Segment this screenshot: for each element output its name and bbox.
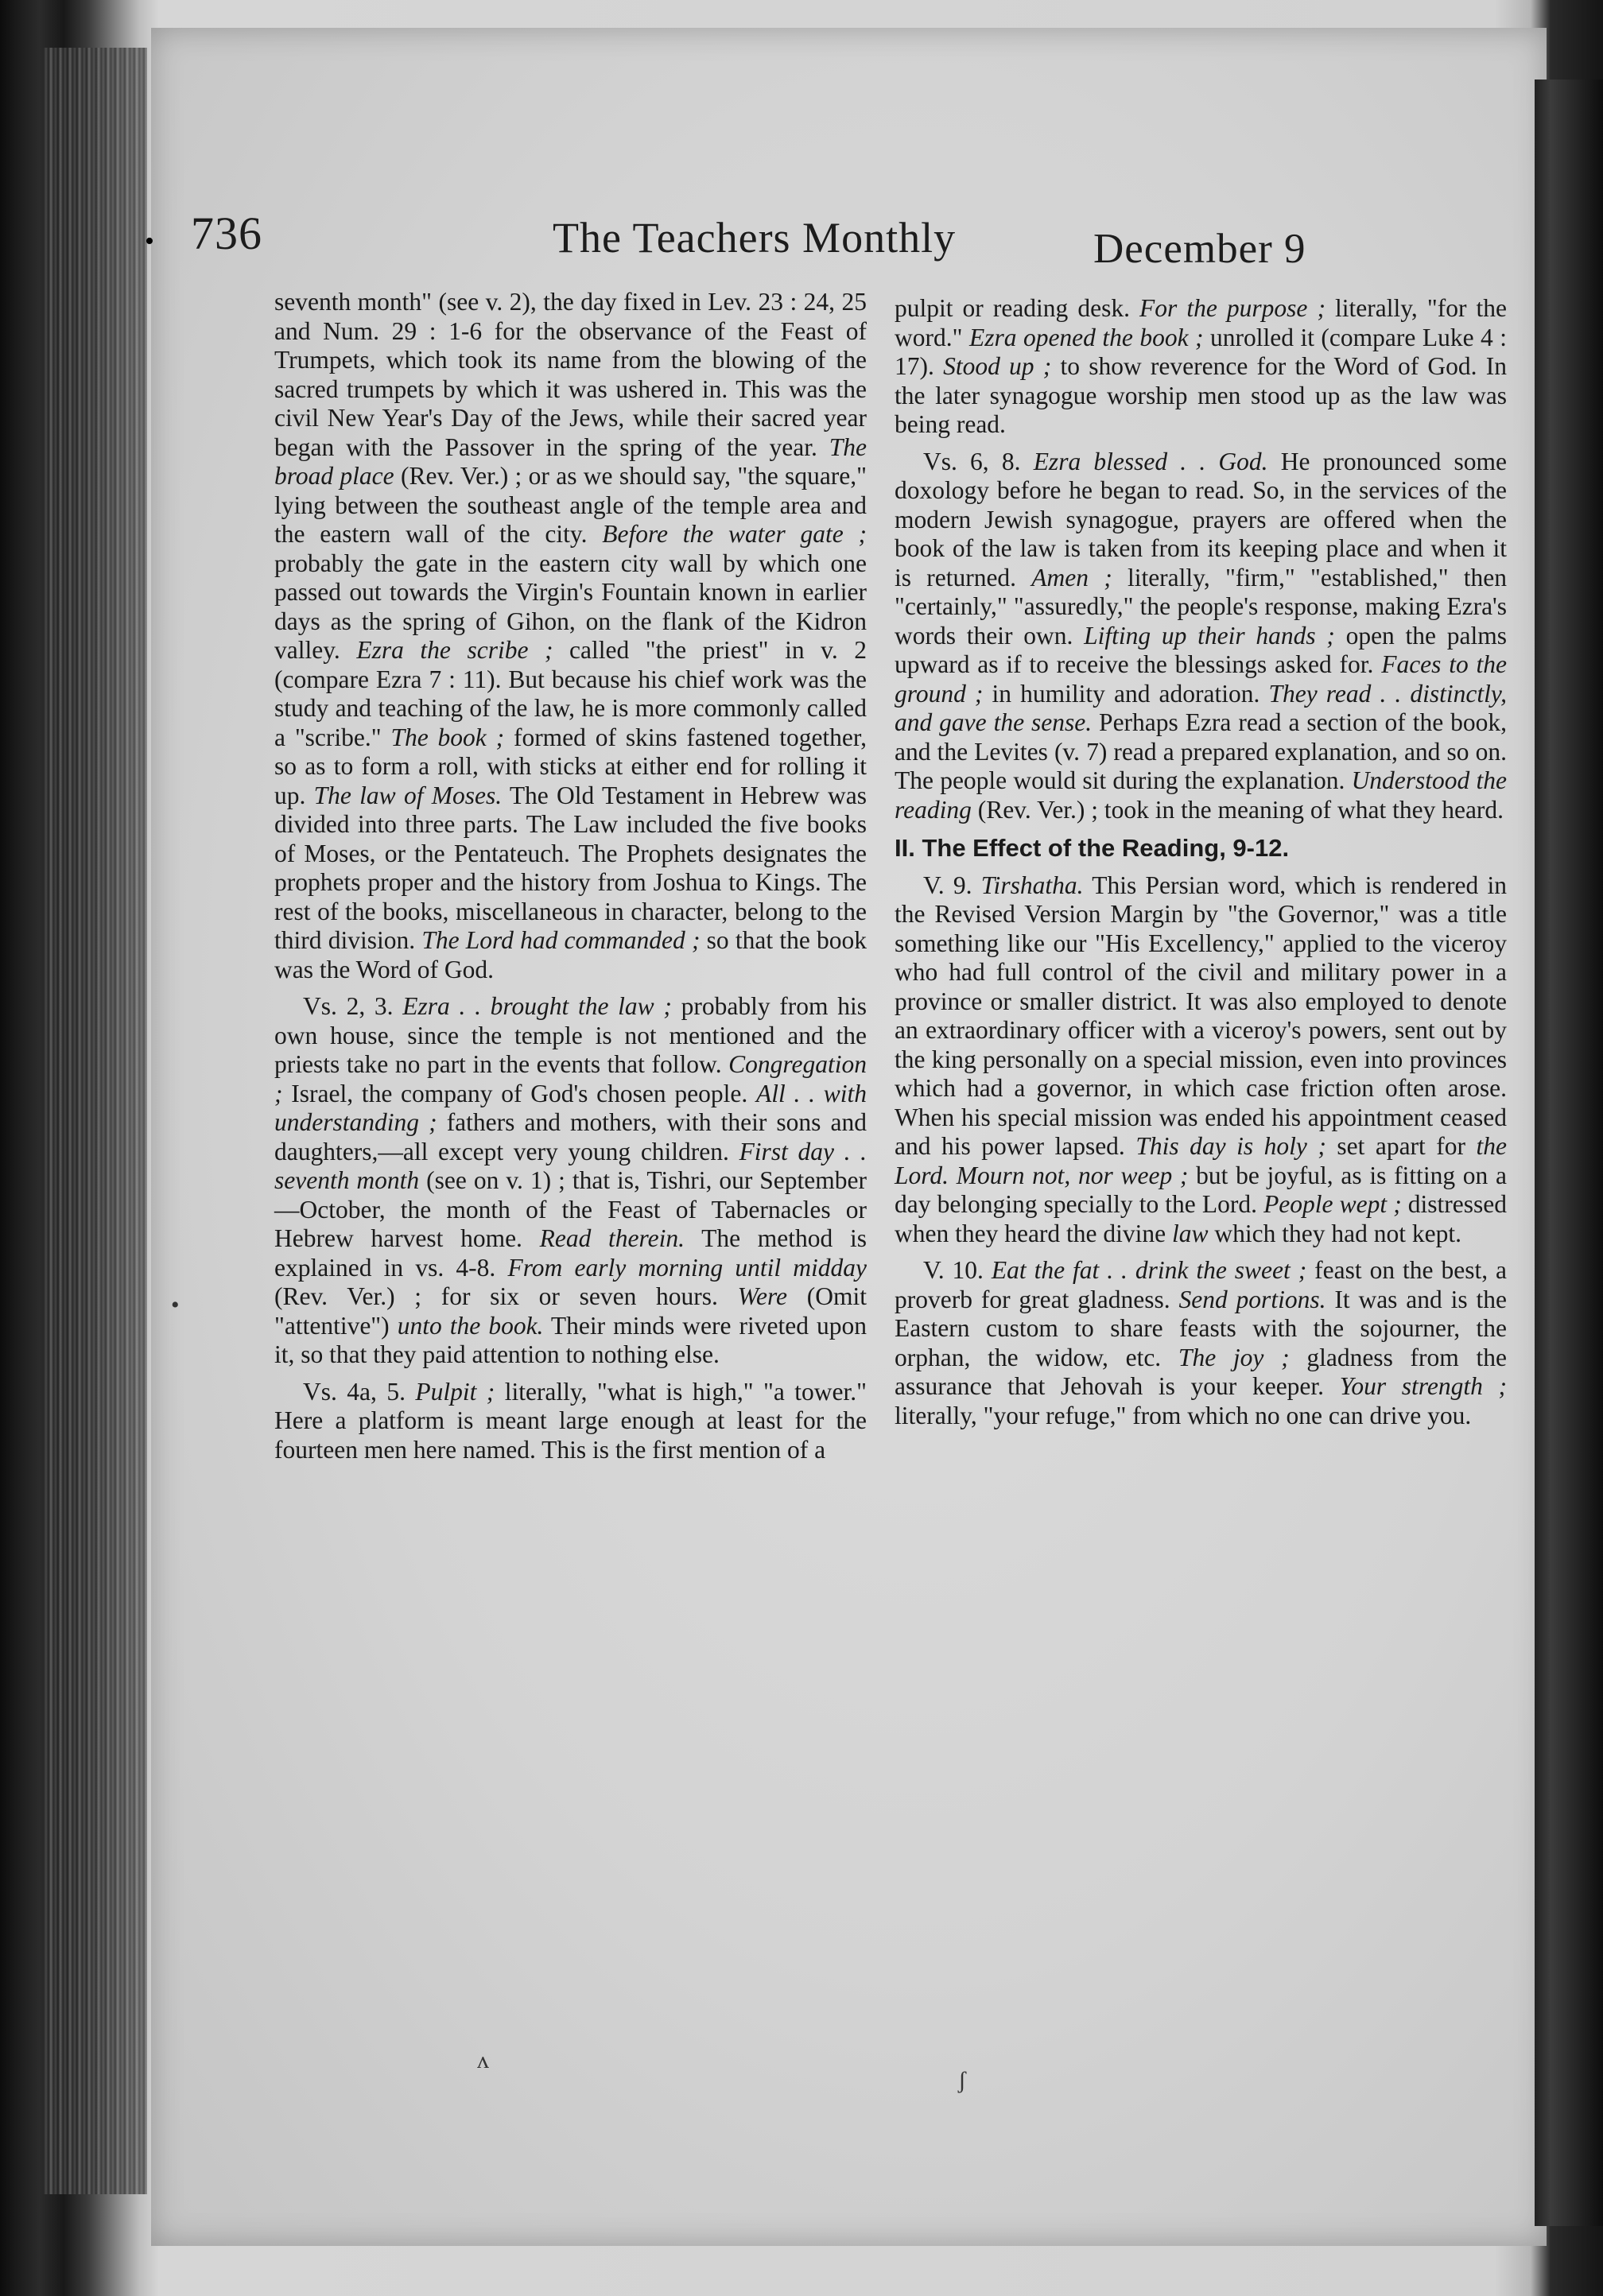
- paragraph: Vs. 4a, 5. Pulpit ; literally, "what is high," "a tower." Here a platform is meant large enough at least for the fourteen men here named. This is the first mention of a: [274, 1377, 867, 1464]
- paragraph: Vs. 2, 3. Ezra . . brought the law ; probably from his own house, since the temple is not mentioned and the priests take no part in the events that follow. Congregation ; Israel, the company of God's chosen people. All . . with understanding ; fathers and mothers, with their sons and daughters,—all except very young children. First day . . seventh month (see on v. 1) ; that is, Tishri, our September—October, the month of the Feast of Tabernacles or Hebrew harvest home. Read therein. The method is explained in vs. 4-8. From early morning until midday (Rev. Ver.) ; for six or seven hours. Were (Omit "attentive") unto the book. Their minds were riveted upon it, so that they paid attention to nothing else.: [274, 992, 867, 1368]
- section-heading: II. The Effect of the Reading, 9-12.: [895, 834, 1290, 862]
- paragraph: V. 10. Eat the fat . . drink the sweet ; feast on the best, a proverb for great gladness. Send portions. It was and is the Eastern custom to share feasts with the sojourner, the orphan, the widow, etc. The joy ; gladness from the assurance that Jehovah is your keeper. Your strength ; literally, "your refuge," from which no one can drive you.: [895, 1256, 1508, 1429]
- margin-dot: •: [145, 227, 154, 256]
- paragraph: seventh month" (see v. 2), the day fixed in Lev. 23 : 24, 25 and Num. 29 : 1-6 for the observance of the Feast of Trumpets, which took its name from the blowing of the sacred trumpets by which it was ushered in. This was the civil New Year's Day of the Jews, while their sacred year began with the Passover in the spring of the year. The broad place (Rev. Ver.) ; or as we should say, "the square," lying between the southeast angle of the temple area and the eastern wall of the city. Before the water gate ; probably the gate in the eastern city wall by which one passed out towards the Virgin's Fountain known in earlier days as the spring of Gihon, on the flank of the Kidron valley. Ezra the scribe ; called "the priest" in v. 2 (compare Ezra 7 : 11). But because his chief work was the study and teaching of the law, he is more commonly called a "scribe." The book ; formed of skins fastened together, so as to form a roll, with sticks at either end for rolling it up. The law of Moses. The Old Testament in Hebrew was divided into three parts. The Law included the five books of Moses, or the Pentateuch. The Prophets designates the prophets proper and the history from Joshua to Kings. The rest of the books, miscellaneous in character, belong to the third division. The Lord had commanded ; so that the book was the Word of God.: [274, 288, 867, 983]
- margin-mark: •: [171, 1292, 180, 1318]
- left-column: [274, 288, 867, 1464]
- right-column: [895, 294, 1507, 1430]
- margin-mark: ʃ: [958, 2067, 966, 2093]
- book-spine-edge: [44, 48, 147, 2194]
- adjacent-page-edge: [1535, 80, 1603, 2226]
- paragraph: pulpit or reading desk. For the purpose ; literally, "for the word." Ezra opened the book ; unrolled it (compare Luke 4 : 17). Stood up ; to show reverence for the Word of God. In the later synagogue worship men stood up as the law was being read.: [895, 294, 1508, 438]
- running-date: December 9: [1093, 226, 1306, 272]
- paragraph: Vs. 6, 8. Ezra blessed . . God. He pronounced some doxology before he began to read. So, in the services of the modern Jewish synagogue, prayers are offered when the book of the law is taken from its keeping place and when it is returned. Amen ; literally, "firm," "established," then "certainly," "assuredly," the people's response, making Ezra's words their own. Lifting up their hands ; open the palms upward as if to receive the blessings asked for. Faces to the ground ; in humility and adoration. They read . . distinctly, and gave the sense. Perhaps Ezra read a section of the book, and the Levites (v. 7) read a prepared explanation, and so on. The people would sit during the explanation. Understood the reading (Rev. Ver.) ; took in the meaning of what they heard.: [895, 447, 1508, 824]
- running-title: The Teachers Monthly: [553, 214, 957, 262]
- paragraph: V. 9. Tirshatha. This Persian word, which is rendered in the Revised Version Margin by "the Governor," was a title something like our "His Excellency," applied to the viceroy who had full control of the civil and military power in a province or smaller district. It was also employed to denote an extraordinary officer with a viceroy's powers, sent out by the king personally on a special mission, even into provinces which had a governor, in which case friction often arose. When his special mission was ended his appointment ceased and his power lapsed. This day is holy ; set apart for the Lord. Mourn not, nor weep ; but be joyful, as is fitting on a day belonging specially to the Lord. People wept ; distressed when they heard the divine law which they had not kept.: [895, 871, 1508, 1247]
- page-number: 736: [191, 207, 262, 259]
- margin-mark: ʌ: [477, 2047, 489, 2073]
